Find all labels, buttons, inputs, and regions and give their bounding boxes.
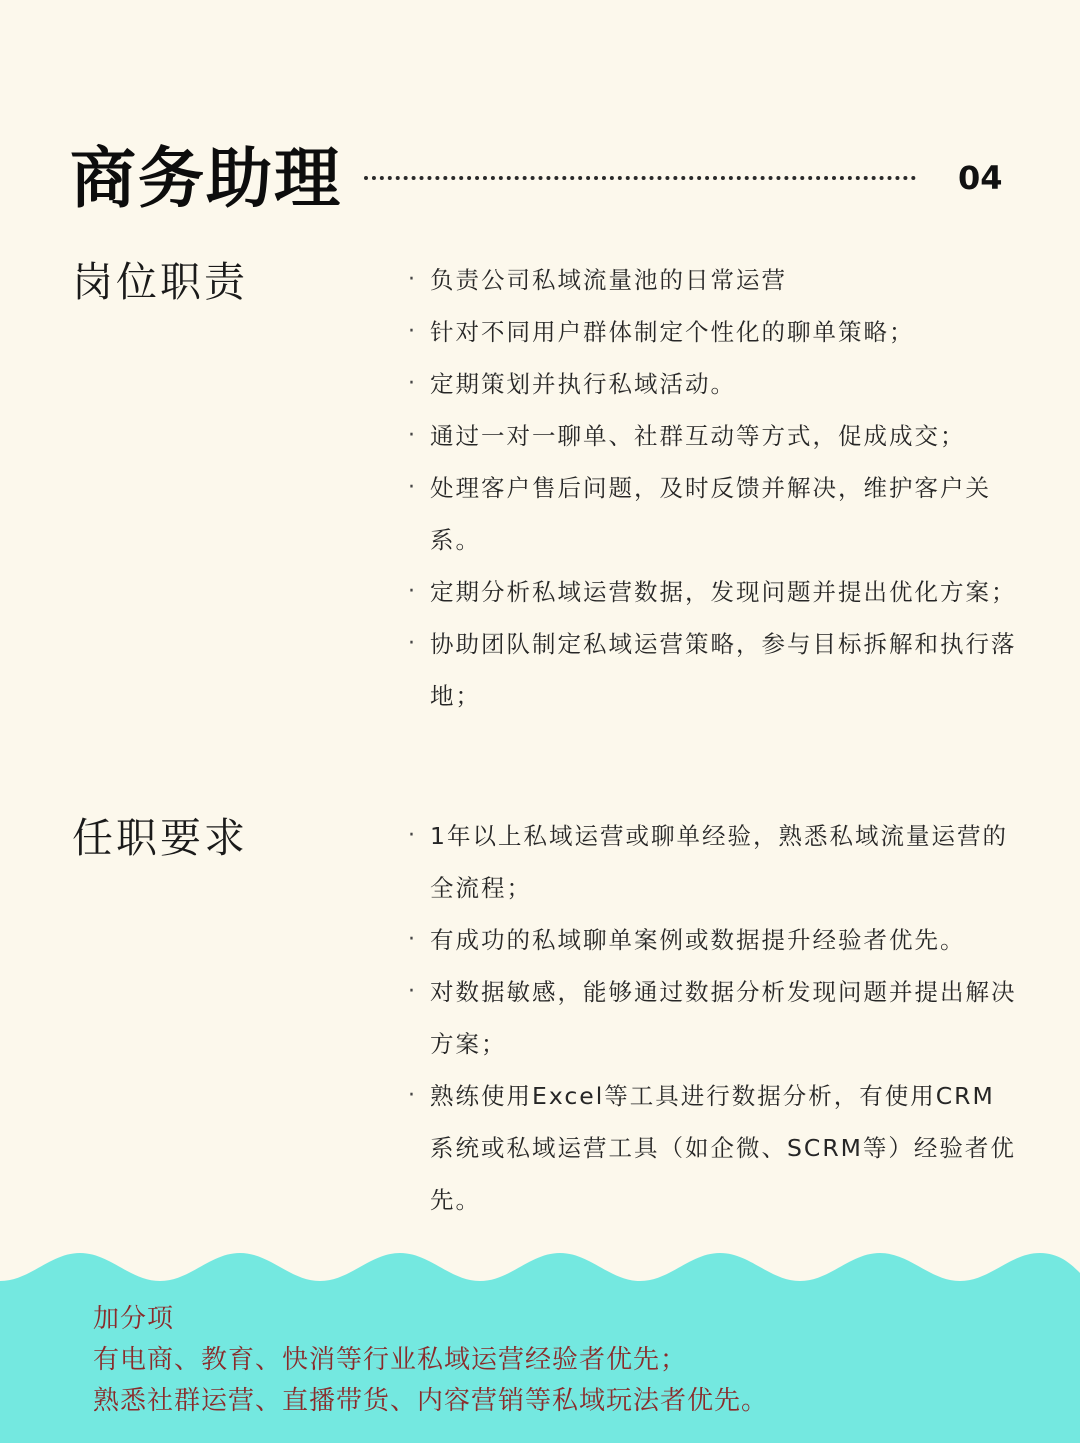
bullet-icon: · bbox=[408, 475, 417, 500]
list-item-text: 对数据敏感，能够通过数据分析发现问题并提出解决方案； bbox=[430, 978, 1017, 1058]
list-item-text: 针对不同用户群体制定个性化的聊单策略； bbox=[430, 318, 915, 346]
page-number: 04 bbox=[958, 159, 1003, 197]
list-item bbox=[408, 618, 1018, 722]
requirements-list bbox=[408, 810, 1018, 1226]
list-item-text: 有成功的私域聊单案例或数据提升经验者优先。 bbox=[430, 926, 966, 954]
list-item-text: 通过一对一聊单、社群互动等方式，促成成交； bbox=[430, 422, 966, 450]
list-item-text: 负责公司私域流量池的日常运营 bbox=[430, 266, 787, 294]
list-item-text: 1年以上私域运营或聊单经验，熟悉私域流量运营的全流程； bbox=[430, 822, 1008, 902]
duties-list bbox=[408, 254, 1018, 722]
bullet-icon: · bbox=[408, 823, 417, 848]
list-item bbox=[408, 358, 1018, 410]
list-item-text: 定期策划并执行私域活动。 bbox=[430, 370, 736, 398]
list-item-text: 定期分析私域运营数据，发现问题并提出优化方案； bbox=[430, 578, 1017, 606]
bullet-icon: · bbox=[408, 979, 417, 1004]
bullet-icon: · bbox=[408, 371, 417, 396]
list-item-text: 熟练使用Excel等工具进行数据分析，有使用CRM系统或私域运营工具（如企微、SCRM等）经验者优先。 bbox=[430, 1082, 1016, 1214]
bullet-icon: · bbox=[408, 267, 417, 292]
list-item bbox=[408, 462, 1018, 566]
page-title: 商务助理 bbox=[70, 140, 342, 217]
title-dotted-divider bbox=[364, 176, 916, 180]
section-heading-requirements: 任职要求 bbox=[72, 814, 248, 862]
list-item bbox=[408, 254, 1018, 306]
bullet-icon: · bbox=[408, 579, 417, 604]
bullet-icon: · bbox=[408, 319, 417, 344]
bullet-icon: · bbox=[408, 1083, 417, 1108]
bullet-icon: · bbox=[408, 423, 417, 448]
bonus-section bbox=[93, 1299, 768, 1422]
section-heading-duties: 岗位职责 bbox=[72, 258, 248, 306]
list-item bbox=[408, 914, 1018, 966]
list-item bbox=[408, 566, 1018, 618]
list-item-text: 协助团队制定私域运营策略，参与目标拆解和执行落地； bbox=[430, 630, 1017, 710]
list-item bbox=[408, 410, 1018, 462]
bonus-line: 有电商、教育、快消等行业私域运营经验者优先； bbox=[93, 1345, 688, 1375]
bonus-line: 熟悉社群运营、直播带货、内容营销等私域玩法者优先。 bbox=[93, 1386, 769, 1416]
list-item bbox=[408, 810, 1018, 914]
list-item-text: 处理客户售后问题，及时反馈并解决，维护客户关系。 bbox=[430, 474, 991, 554]
list-item bbox=[408, 1070, 1018, 1226]
bullet-icon: · bbox=[408, 631, 417, 656]
list-item bbox=[408, 306, 1018, 358]
list-item bbox=[408, 966, 1018, 1070]
bullet-icon: · bbox=[408, 927, 417, 952]
bonus-title: 加分项 bbox=[93, 1304, 175, 1334]
